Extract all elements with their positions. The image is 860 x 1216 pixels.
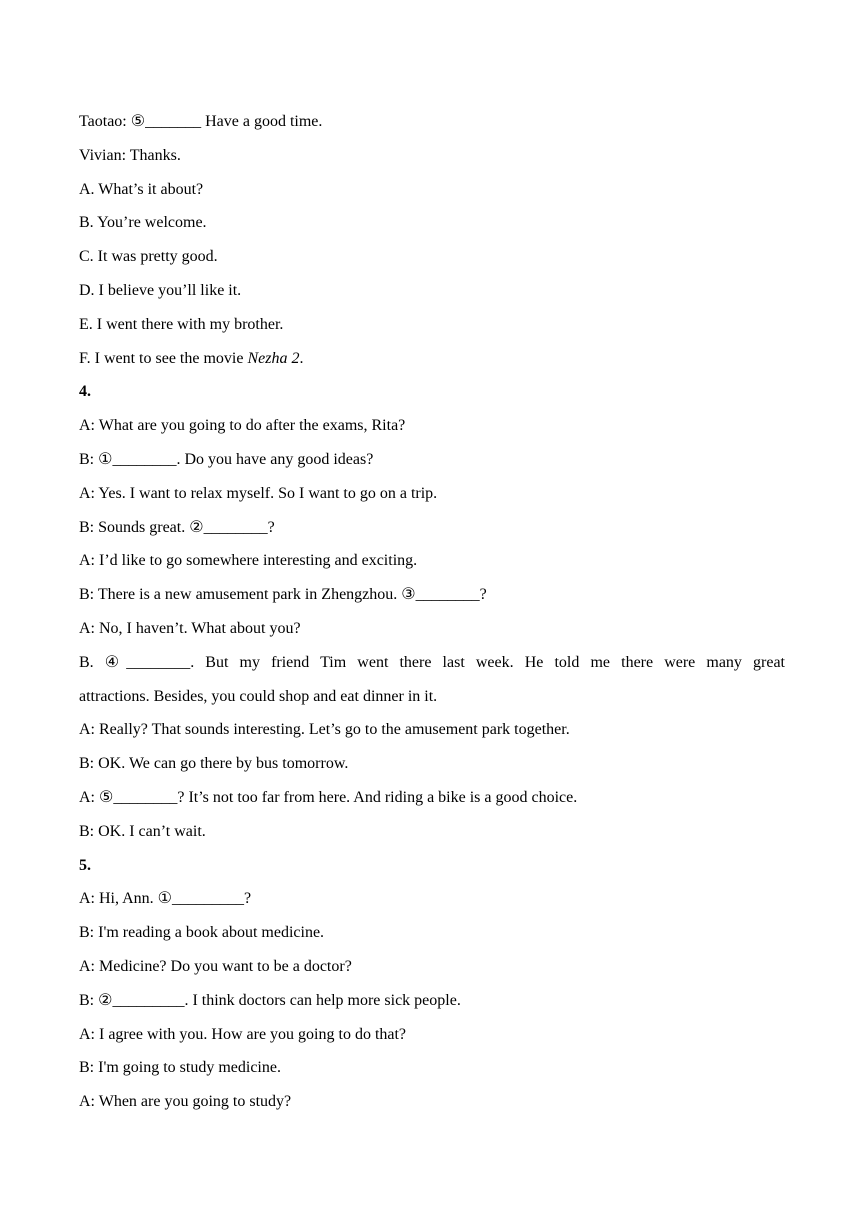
dialogue-line: B: OK. I can’t wait. <box>79 822 206 840</box>
dialogue-line: A: ⑤________? It’s not too far from here. And riding a bike is a good choice. <box>79 788 578 806</box>
movie-title: Nezha 2 <box>247 349 300 367</box>
option-f-suffix: . <box>299 349 304 367</box>
dialogue-line-wrapped: B. ④________. But my friend Tim went there last week. He told me there were many great <box>79 653 785 671</box>
dialogue-line: B: ①________. Do you have any good ideas? <box>79 450 374 468</box>
dialogue-line: B: ②_________. I think doctors can help more sick people. <box>79 991 461 1009</box>
dialogue-line: Vivian: Thanks. <box>79 146 181 164</box>
option-line: C. It was pretty good. <box>79 248 218 266</box>
dialogue-line: B: There is a new amusement park in Zhengzhou. ③________? <box>79 586 487 604</box>
option-f-prefix: F. I went to see the movie <box>79 349 248 367</box>
dialogue-line: A: When are you going to study? <box>79 1093 292 1111</box>
dialogue-line: B: I'm going to study medicine. <box>79 1059 281 1077</box>
section-5 <box>79 849 785 1119</box>
dialogue-line: A: Yes. I want to relax myself. So I want to go on a trip. <box>79 484 438 502</box>
dialogue-line: A: I agree with you. How are you going to do that? <box>79 1025 407 1043</box>
section-number: 4. <box>79 383 91 401</box>
section-3-tail <box>79 105 785 375</box>
dialogue-line: A: Medicine? Do you want to be a doctor? <box>79 957 352 975</box>
option-line: B. You’re welcome. <box>79 214 207 232</box>
document-page <box>79 105 785 1119</box>
dialogue-line: A: I’d like to go somewhere interesting and exciting. <box>79 552 418 570</box>
dialogue-line: B: Sounds great. ②________? <box>79 518 275 536</box>
dialogue-line-continuation: attractions. Besides, you could shop and eat dinner in it. <box>79 687 438 705</box>
dialogue-line: B: I'm reading a book about medicine. <box>79 924 325 942</box>
dialogue-line: B: OK. We can go there by bus tomorrow. <box>79 755 349 773</box>
option-line-f <box>79 342 785 376</box>
dialogue-line: A: Really? That sounds interesting. Let’s go to the amusement park together. <box>79 721 570 739</box>
section-number: 5. <box>79 856 91 874</box>
dialogue-line: A: No, I haven’t. What about you? <box>79 619 301 637</box>
option-line: E. I went there with my brother. <box>79 315 284 333</box>
option-line: A. What’s it about? <box>79 180 204 198</box>
option-line: D. I believe you’ll like it. <box>79 281 242 299</box>
dialogue-line: Taotao: ⑤_______ Have a good time. <box>79 113 323 130</box>
section-4 <box>79 375 785 848</box>
dialogue-line: A: Hi, Ann. ①_________? <box>79 890 252 908</box>
dialogue-line: A: What are you going to do after the exams, Rita? <box>79 417 406 435</box>
